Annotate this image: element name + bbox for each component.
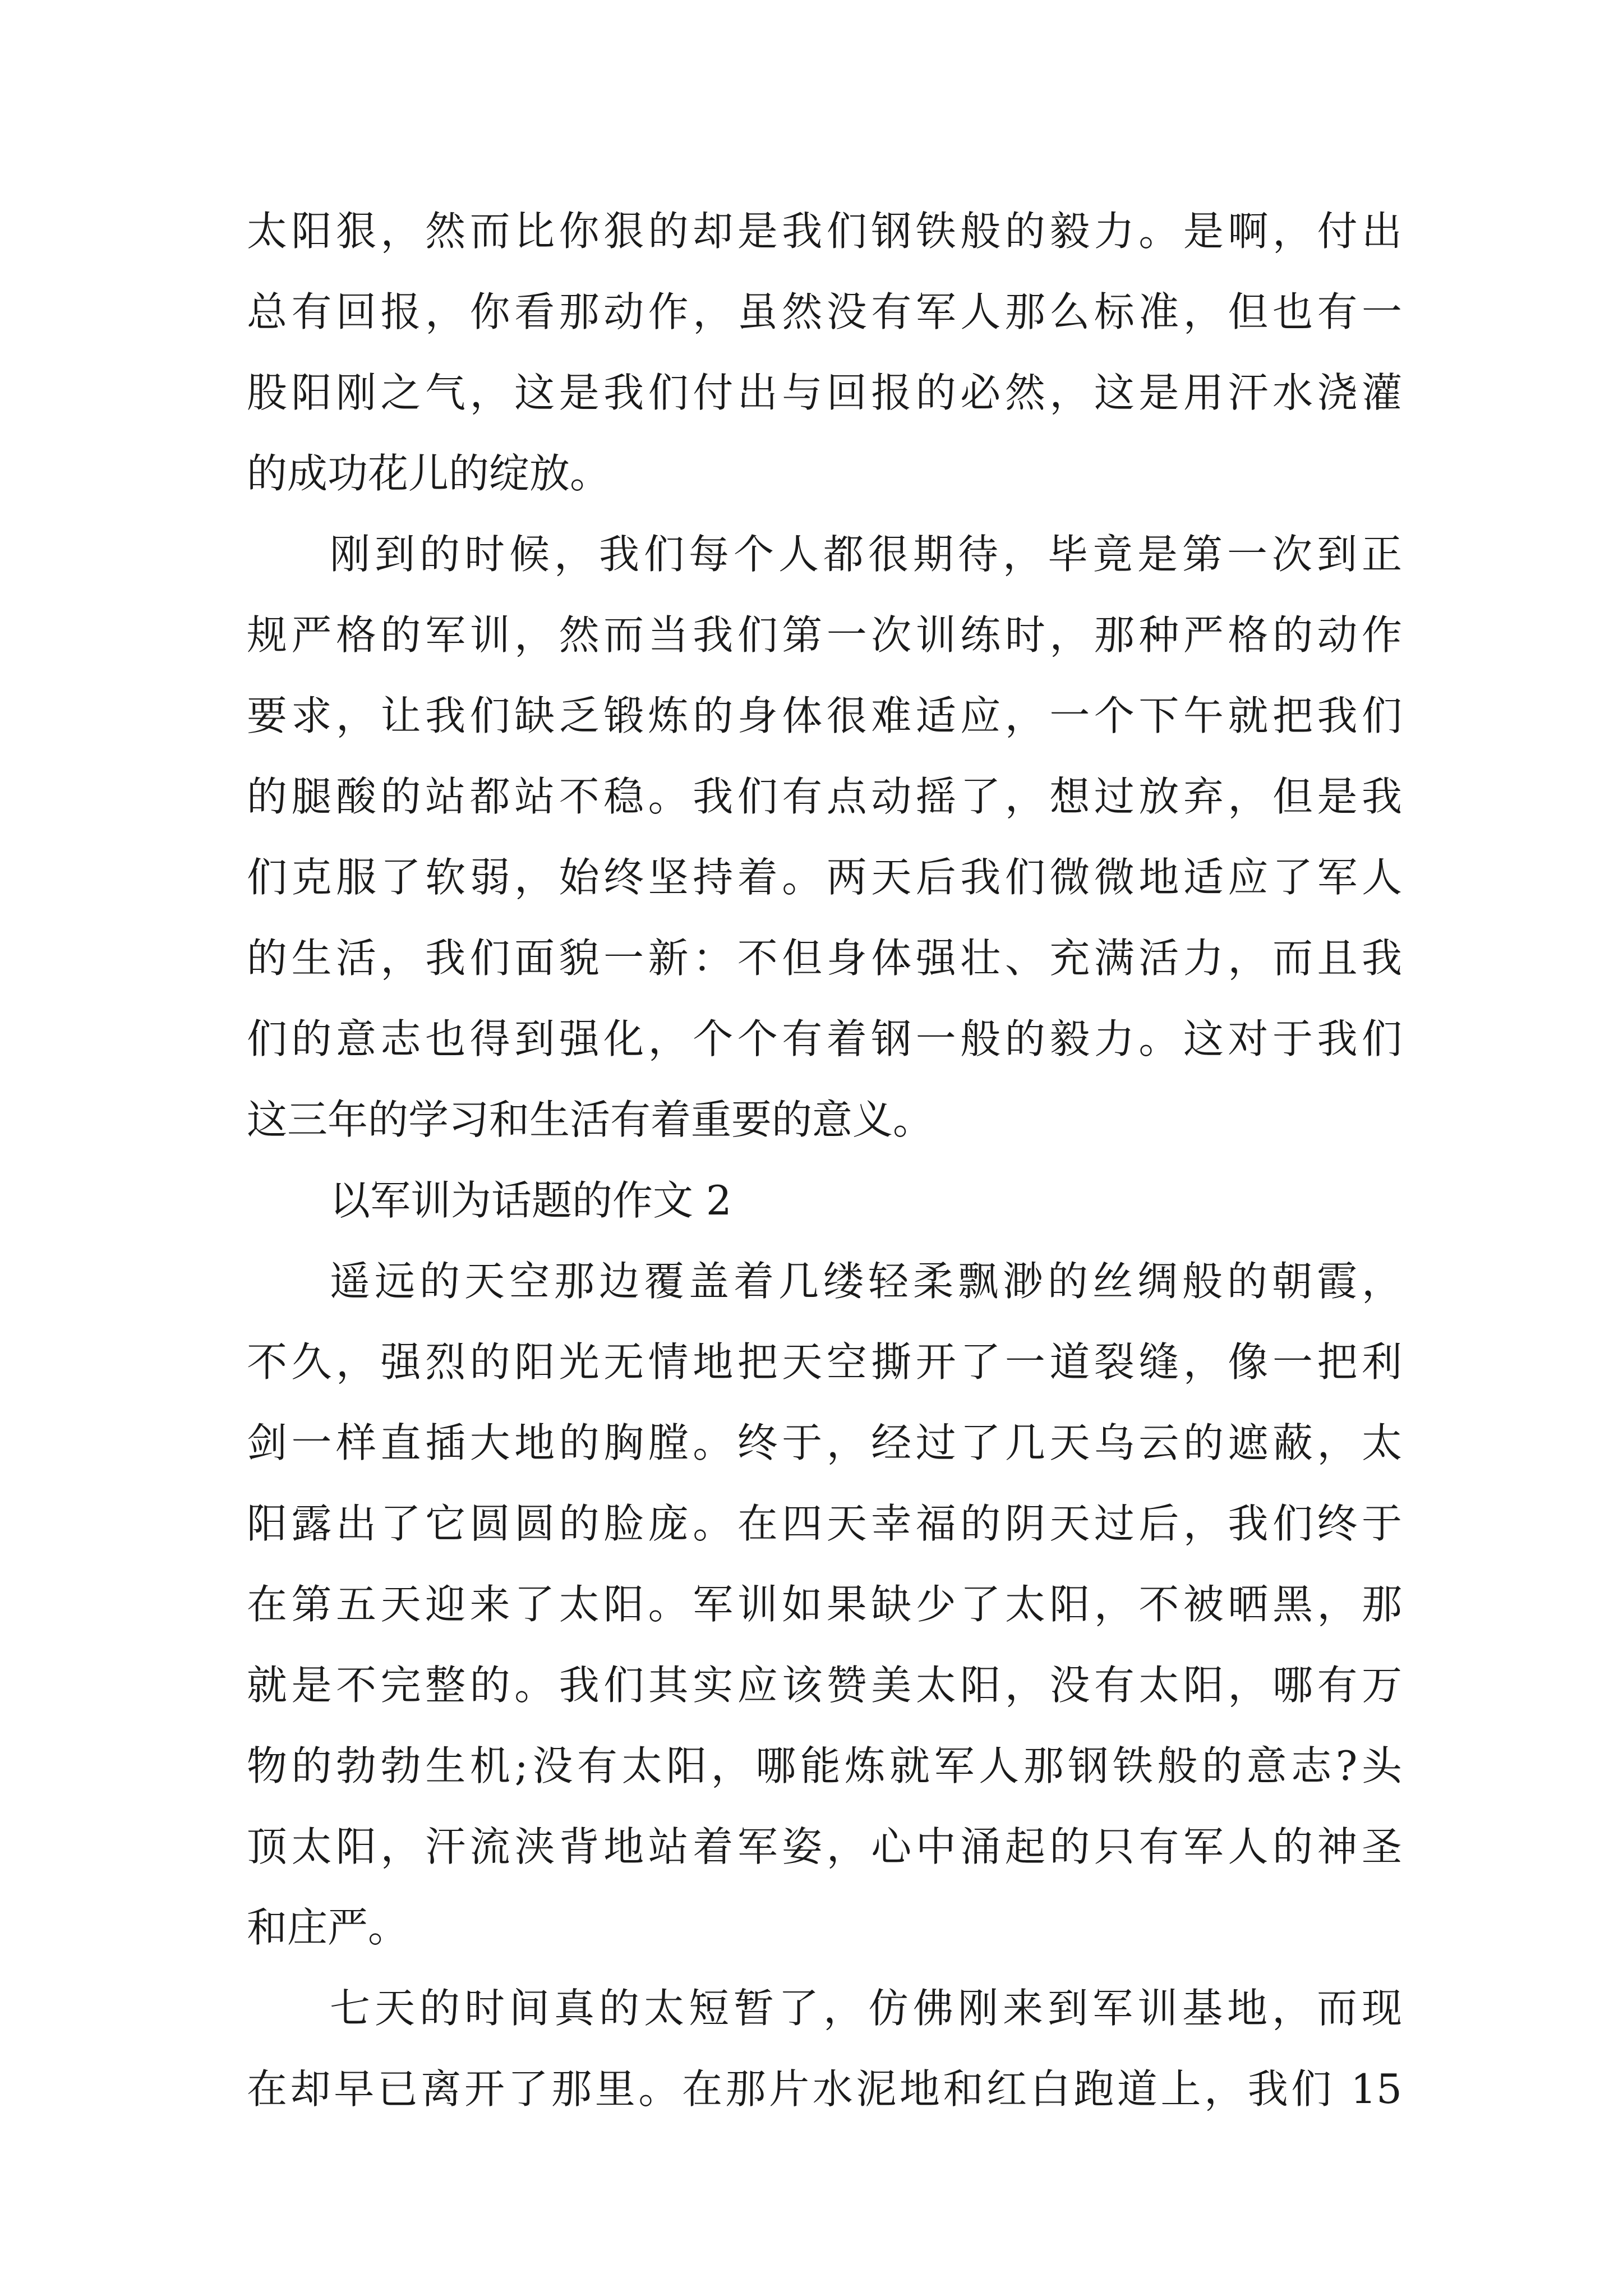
text-line: 在却早已离开了那里。在那片水泥地和红白跑道上，我们 15 [247, 2065, 1402, 2113]
text-line: 的成功花儿的绽放。 [247, 450, 611, 497]
text-line: 阳露出了它圆圆的脸庞。在四天幸福的阴天过后，我们终于 [247, 1500, 1402, 1547]
text-line: 就是不完整的。我们其实应该赞美太阳，没有太阳，哪有万 [247, 1662, 1402, 1709]
text-line: 太阳狠，然而比你狠的却是我们钢铁般的毅力。是啊，付出 [247, 208, 1402, 255]
text-line: 股阳刚之气，这是我们付出与回报的必然，这是用汗水浇灌 [247, 369, 1402, 416]
text-line: 总有回报，你看那动作，虽然没有军人那么标准，但也有一 [247, 288, 1402, 335]
text-line: 在第五天迎来了太阳。军训如果缺少了太阳，不被晒黑，那 [247, 1581, 1402, 1628]
essay-body [247, 191, 1402, 2129]
text-line: 要求，让我们缺乏锻炼的身体很难适应，一个下午就把我们 [247, 692, 1402, 739]
paragraph-start-line: 遥远的天空那边覆盖着几缕轻柔飘渺的丝绸般的朝霞， [330, 1258, 1402, 1305]
text-line: 顶太阳，汗流浃背地站着军姿，心中涌起的只有军人的神圣 [247, 1823, 1402, 1870]
text-line: 们克服了软弱，始终坚持着。两天后我们微微地适应了军人 [247, 854, 1402, 901]
text-line: 物的勃勃生机;没有太阳，哪能炼就军人那钢铁般的意志?头 [247, 1742, 1402, 1789]
paragraph-start-line: 刚到的时候，我们每个人都很期待，毕竟是第一次到正 [330, 531, 1402, 578]
text-line: 这三年的学习和生活有着重要的意义。 [247, 1096, 934, 1143]
text-line: 和庄严。 [247, 1904, 409, 1951]
text-line: 剑一样直插大地的胸膛。终于，经过了几天乌云的遮蔽，太 [247, 1419, 1402, 1466]
text-line: 的腿酸的站都站不稳。我们有点动摇了，想过放弃，但是我 [247, 773, 1402, 820]
essay-heading: 以军训为话题的作文 2 [330, 1177, 732, 1224]
text-line: 的生活，我们面貌一新：不但身体强壮、充满活力，而且我 [247, 935, 1402, 982]
text-line: 规严格的军训，然而当我们第一次训练时，那种严格的动作 [247, 611, 1402, 659]
paragraph-start-line: 七天的时间真的太短暂了，仿佛刚来到军训基地，而现 [330, 1985, 1402, 2032]
text-line: 不久，强烈的阳光无情地把天空撕开了一道裂缝，像一把利 [247, 1338, 1402, 1386]
text-line: 们的意志也得到强化，个个有着钢一般的毅力。这对于我们 [247, 1015, 1402, 1062]
